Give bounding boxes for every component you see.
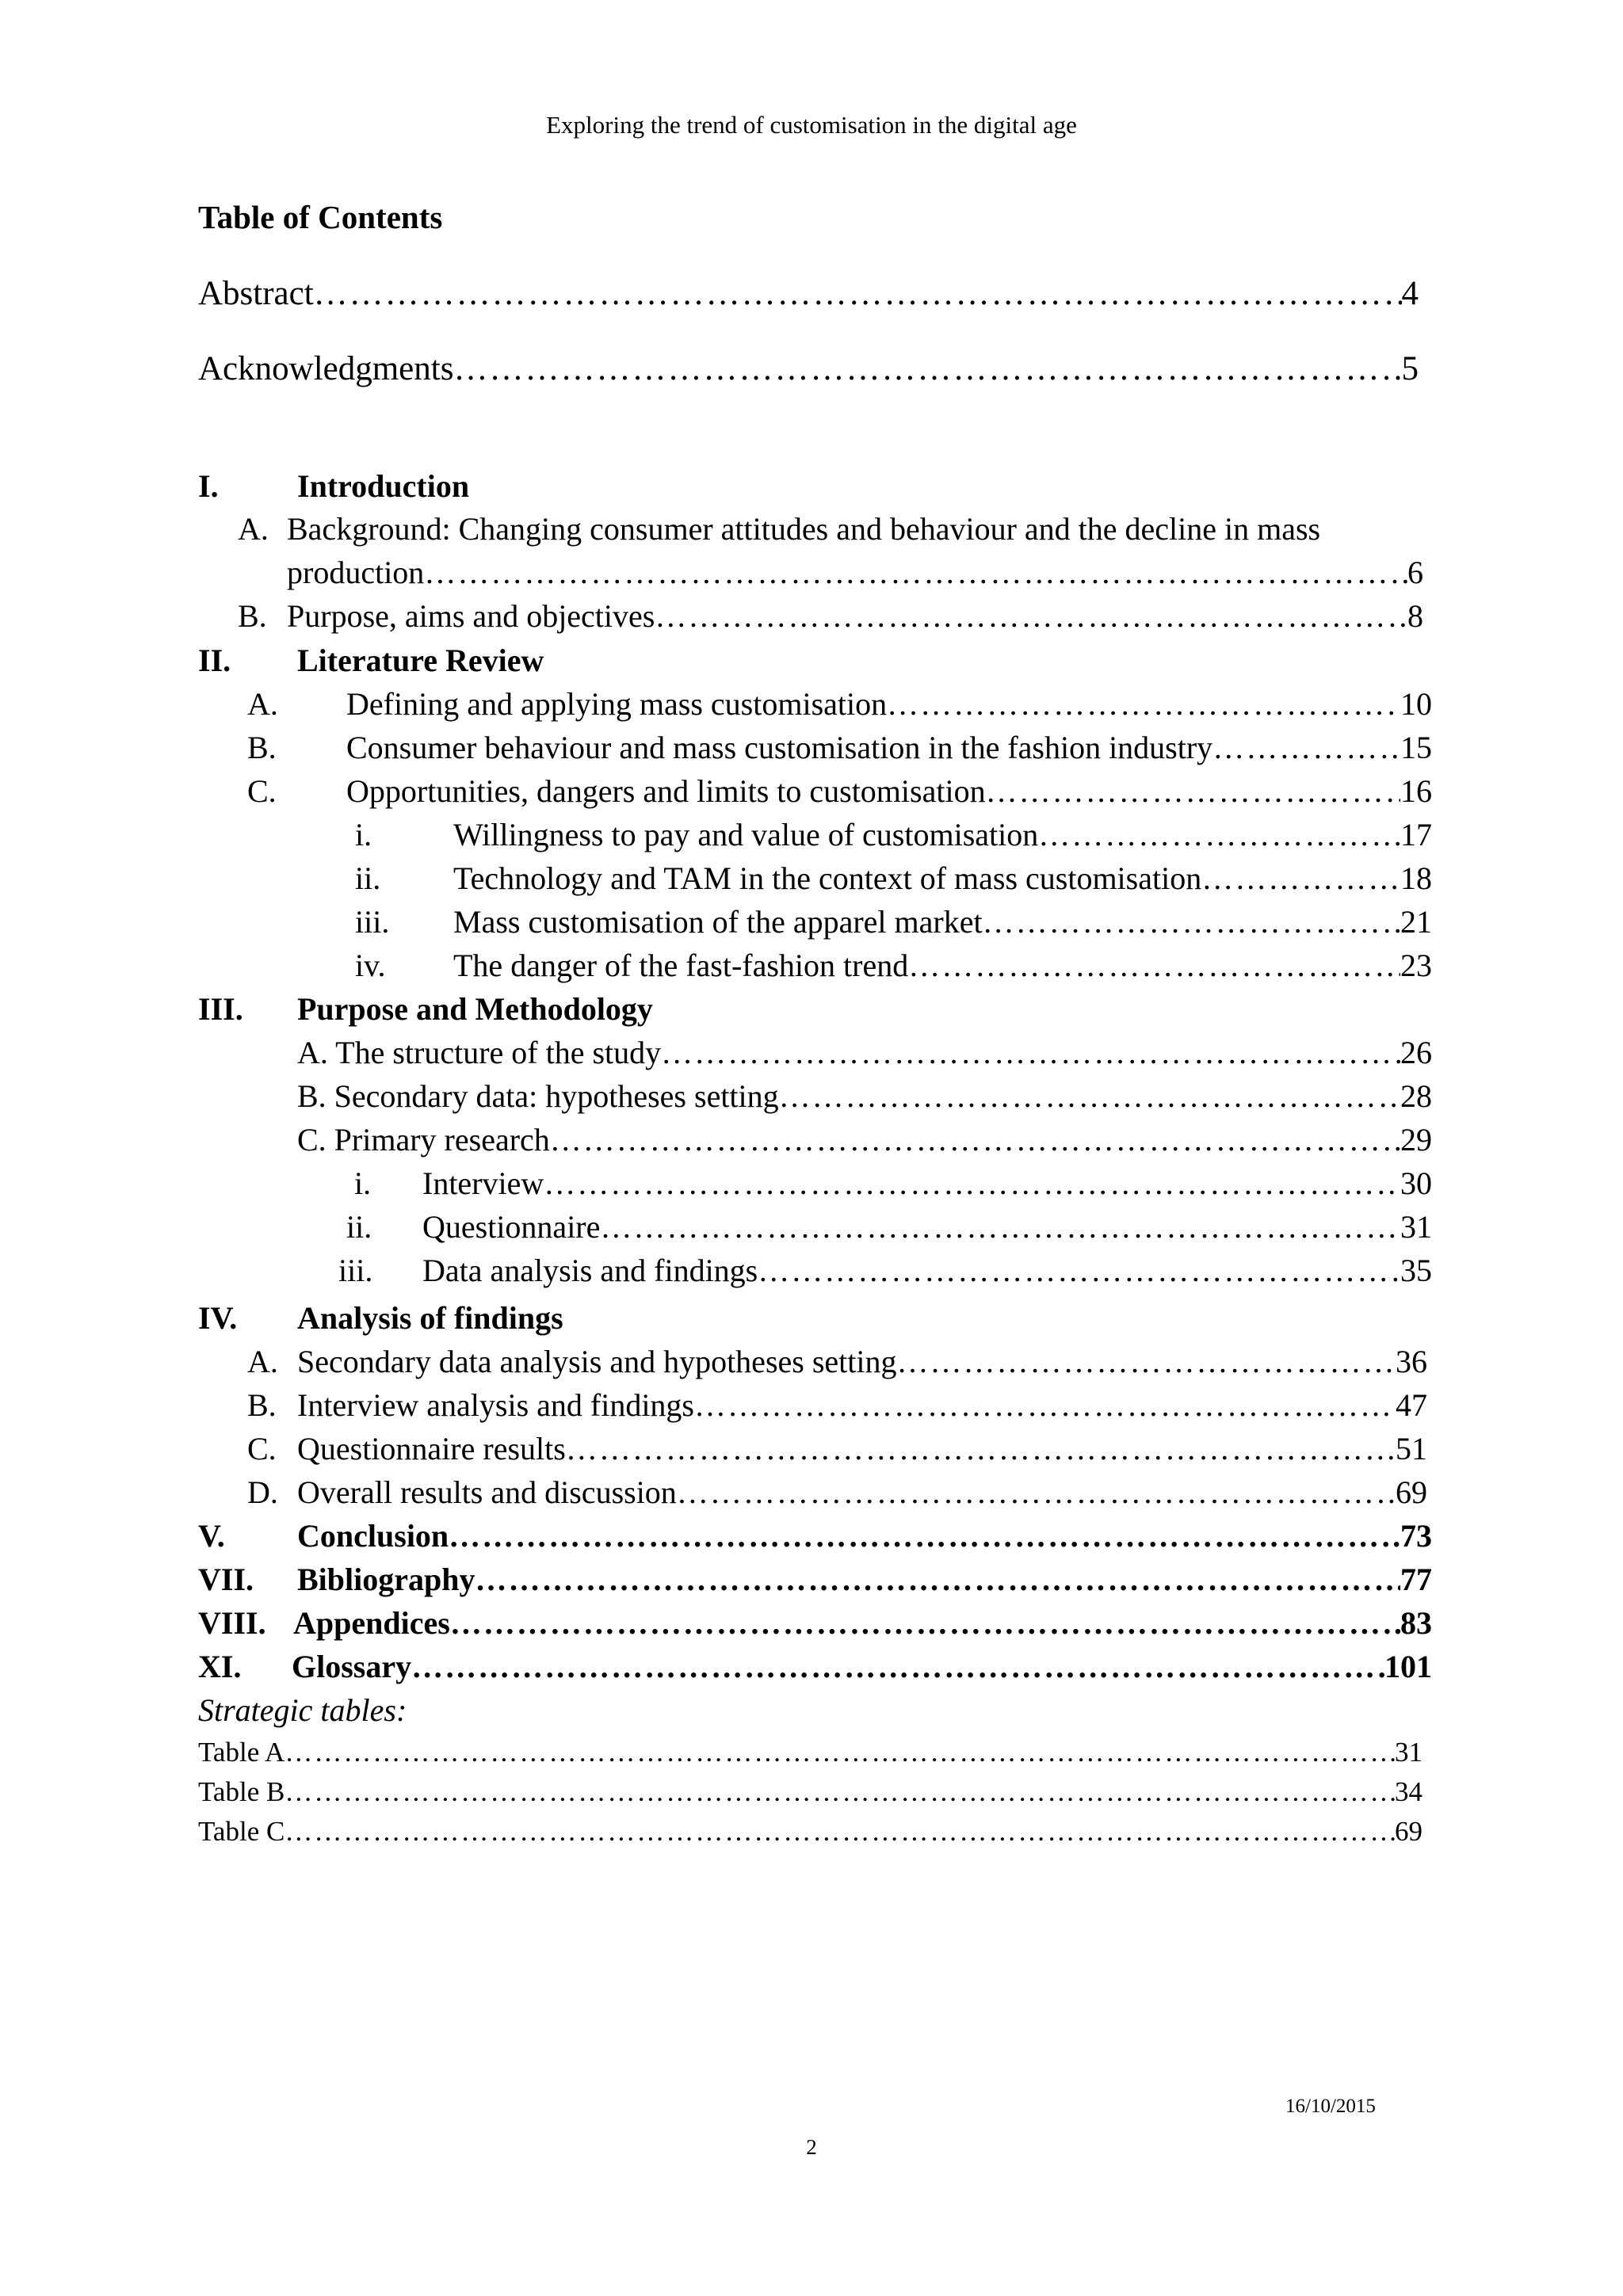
toc-entry-willingness[interactable]: Willingness to pay and value of customisation ………………………………………………………………………………………………………………………………………………………………………………………………………………………………………………………………… 17	[453, 814, 1432, 856]
toc-entry-table-b[interactable]: Table B ………………………………………………………………………………………………………………………………………………………………………………………………………………………………………………………………… 34	[198, 1773, 1423, 1811]
item-number: C.	[247, 773, 277, 809]
subitem-number: iii.	[355, 904, 390, 940]
toc-entry-questionnaire-results[interactable]: Questionnaire results ………………………………………………………………………………………………………………………………………………………………………………………………………………………………………………………………… 51	[297, 1428, 1427, 1470]
toc-entry-technology-tam[interactable]: Technology and TAM in the context of mass customisation ………………………………………………………………………………………………………………………………………………………………………………………………………………………………………………………………… 18	[453, 858, 1432, 899]
toc-entry-table-a[interactable]: Table A ………………………………………………………………………………………………………………………………………………………………………………………………………………………………………………………………… 31	[198, 1733, 1423, 1772]
toc-entry-background-cont[interactable]: production ………………………………………………………………………………………………………………………………………………………………………………………………………………………………………………………………… 6	[287, 552, 1423, 593]
toc-entry-appendices[interactable]: Appendices ………………………………………………………………………………………………………………………………………………………………………………………………………………………………………………………………… 83	[293, 1603, 1432, 1644]
item-number: B.	[238, 598, 267, 634]
toc-entry-opportunities[interactable]: Opportunities, dangers and limits to customisation ………………………………………………………………………………………………………………………………………………………………………………………………………………………………………………………………… 16	[346, 771, 1432, 812]
toc-entry-background[interactable]: Background: Changing consumer attitudes and behaviour and the decline in mass	[287, 511, 1321, 547]
toc-entry-data-analysis[interactable]: Data analysis and findings ………………………………………………………………………………………………………………………………………………………………………………………………………………………………………………………………… 35	[422, 1250, 1432, 1291]
item-number: D.	[247, 1474, 278, 1510]
section-heading-analysis-findings[interactable]: Analysis of findings	[297, 1300, 563, 1336]
toc-entry-interview-analysis[interactable]: Interview analysis and findings ………………………………………………………………………………………………………………………………………………………………………………………………………………………………………………………………… 47	[297, 1385, 1427, 1426]
section-number: VIII.	[198, 1605, 266, 1641]
section-number: I.	[198, 468, 219, 504]
item-number: A.	[238, 511, 269, 547]
toc-entry-conclusion[interactable]: Conclusion ………………………………………………………………………………………………………………………………………………………………………………………………………………………………………………………………… 73	[297, 1516, 1432, 1557]
toc-entry-structure[interactable]: A. The structure of the study ………………………………………………………………………………………………………………………………………………………………………………………………………………………………………………………………… 26	[297, 1032, 1432, 1074]
section-heading-literature-review[interactable]: Literature Review	[297, 643, 544, 678]
page-number: 2	[806, 2135, 817, 2159]
item-number: B.	[247, 730, 277, 765]
toc-entry-interview[interactable]: Interview ………………………………………………………………………………………………………………………………………………………………………………………………………………………………………………………………… 30	[422, 1163, 1432, 1204]
toc-entry-secondary-data[interactable]: B. Secondary data: hypotheses setting ………………………………………………………………………………………………………………………………………………………………………………………………………………………………………………………………… 28	[297, 1076, 1432, 1117]
subitem-number: ii.	[346, 1209, 372, 1245]
toc-entry-apparel-market[interactable]: Mass customisation of the apparel market ………………………………………………………………………………………………………………………………………………………………………………………………………………………………………………………………… 21	[453, 902, 1432, 943]
subitem-number: ii.	[355, 860, 381, 896]
toc-entry-purpose[interactable]: Purpose, aims and objectives ………………………………………………………………………………………………………………………………………………………………………………………………………………………………………………………………… 8	[287, 596, 1423, 637]
subitem-number: iii.	[338, 1253, 373, 1288]
toc-entry-table-c[interactable]: Table C ………………………………………………………………………………………………………………………………………………………………………………………………………………………………………………………………… 69	[198, 1813, 1423, 1851]
toc-entry-overall-results[interactable]: Overall results and discussion ………………………………………………………………………………………………………………………………………………………………………………………………………………………………………………………………… 69	[297, 1472, 1427, 1513]
item-number: B.	[247, 1387, 277, 1423]
toc-entry-abstract[interactable]: Abstract ………………………………………………………………………………………………………………………………………………………………………………………………………………………………………………………………… 4	[198, 273, 1419, 315]
section-number: III.	[198, 991, 243, 1027]
section-heading-purpose-methodology[interactable]: Purpose and Methodology	[297, 991, 653, 1027]
subitem-number: i.	[355, 817, 372, 852]
toc-entry-questionnaire[interactable]: Questionnaire ………………………………………………………………………………………………………………………………………………………………………………………………………………………………………………………………… 31	[422, 1207, 1432, 1248]
section-number: V.	[198, 1518, 225, 1554]
section-number: XI.	[198, 1649, 242, 1684]
toc-entry-acknowledgments[interactable]: Acknowledgments ………………………………………………………………………………………………………………………………………………………………………………………………………………………………………………………………… 5	[198, 349, 1419, 390]
subitem-number: iv.	[355, 948, 386, 983]
running-header: Exploring the trend of customisation in the digital age	[546, 111, 1077, 139]
section-number: VII.	[198, 1562, 254, 1597]
item-number: C.	[247, 1431, 277, 1466]
section-heading-introduction[interactable]: Introduction	[297, 468, 470, 504]
toc-title: Table of Contents	[198, 199, 443, 235]
section-number: II.	[198, 643, 231, 678]
toc-entry-fast-fashion[interactable]: The danger of the fast-fashion trend ………………………………………………………………………………………………………………………………………………………………………………………………………………………………………………………………… 23	[453, 945, 1432, 986]
toc-entry-primary-research[interactable]: C. Primary research ………………………………………………………………………………………………………………………………………………………………………………………………………………………………………………………………… 29	[297, 1119, 1432, 1161]
toc-entry-consumer-behaviour[interactable]: Consumer behaviour and mass customisation in the fashion industry ………………………………………………………………………………………………………………………………………………………………………………………………………………………………………………………………… 15	[346, 727, 1432, 769]
subitem-number: i.	[354, 1165, 372, 1201]
toc-entry-secondary-analysis[interactable]: Secondary data analysis and hypotheses setting ………………………………………………………………………………………………………………………………………………………………………………………………………………………………………………………………… 36	[297, 1341, 1427, 1383]
item-number: A.	[247, 686, 278, 722]
toc-entry-bibliography[interactable]: Bibliography ………………………………………………………………………………………………………………………………………………………………………………………………………………………………………………………………… 77	[297, 1559, 1432, 1600]
toc-entry-defining-mc[interactable]: Defining and applying mass customisation ………………………………………………………………………………………………………………………………………………………………………………………………………………………………………………………………… 10	[346, 684, 1432, 725]
toc-entry-glossary[interactable]: Glossary ………………………………………………………………………………………………………………………………………………………………………………………………………………………………………………………………… 101	[292, 1646, 1432, 1688]
section-number: IV.	[198, 1300, 238, 1336]
footer-date: 16/10/2015	[1285, 2096, 1376, 2117]
strategic-tables-label: Strategic tables:	[198, 1692, 407, 1728]
item-number: A.	[247, 1344, 278, 1379]
